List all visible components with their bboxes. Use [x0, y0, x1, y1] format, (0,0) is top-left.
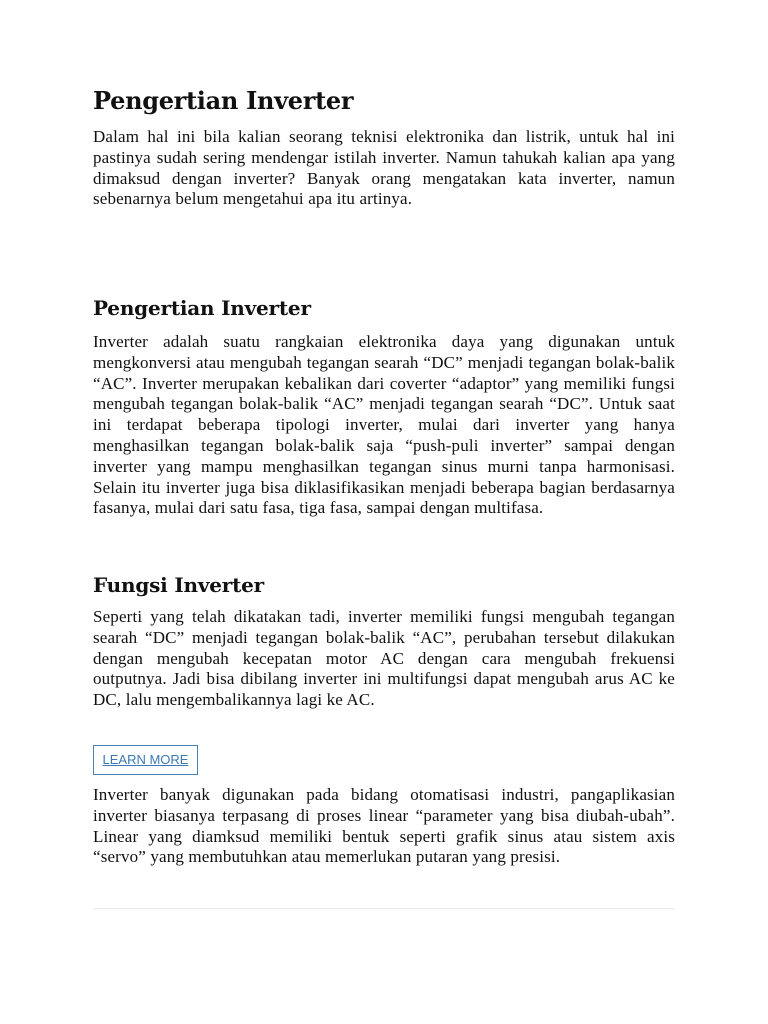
intro-paragraph: Dalam hal ini bila kalian seorang teknisi elektronika dan listrik, untuk hal ini pastinya sudah sering mendengar istilah inverter. Namun tahukah kalian apa yang dimaksud dengan inverter? Banyak orang mengatakan kata inverter, namun sebenarnya belum mengetahui apa itu artinya. [93, 127, 675, 209]
definition-paragraph: Inverter adalah suatu rangkaian elektronika daya yang digunakan untuk mengkonversi atau mengubah tegangan searah “DC” menjadi tegangan bolak-balik “AC”. Inverter merupakan kebalikan dari coverter “adaptor” yang memiliki fungsi mengubah tegangan bolak-balik “AC” menjadi tegangan searah “DC”. Untuk saat ini terdapat beberapa tipologi inverter, mulai dari inverter yang hanya menghasilkan tegangan bolak-balik saja “push-puli inverter” sampai dengan inverter yang mampu menghasilkan tegangan sinus murni tanpa harmonisasi. Selain itu inverter juga bisa diklasifikasikan menjadi beberapa bagian berdasarnya fasanya, mulai dari satu fasa, tiga fasa, sampai dengan multifasa. [93, 332, 675, 518]
learn-more-button[interactable]: LEARN MORE [93, 745, 198, 775]
section-title-intro: Pengertian Inverter [93, 86, 354, 115]
function-paragraph: Seperti yang telah dikatakan tadi, inverter memiliki fungsi mengubah tegangan searah “DC” menjadi tegangan bolak-balik “AC”, perubahan tersebut dilakukan dengan mengubah kecepatan motor AC dengan cara mengubah frekuensi outputnya. Jadi bisa dibilang inverter ini multifungsi dapat mengubah arus AC ke DC, lalu mengembalikannya lagi ke AC. [93, 607, 675, 710]
usage-paragraph: Inverter banyak digunakan pada bidang otomatisasi industri, pangaplikasian inverter biasanya terpasang di proses linear “parameter yang bisa diubah-ubah”. Linear yang diamksud memiliki bentuk seperti grafik sinus atau sistem axis “servo” yang membutuhkan atau memerlukan putaran yang presisi. [93, 785, 675, 867]
section-divider [93, 908, 675, 909]
section-title-definition: Pengertian Inverter [93, 296, 311, 320]
section-title-function: Fungsi Inverter [93, 573, 265, 597]
